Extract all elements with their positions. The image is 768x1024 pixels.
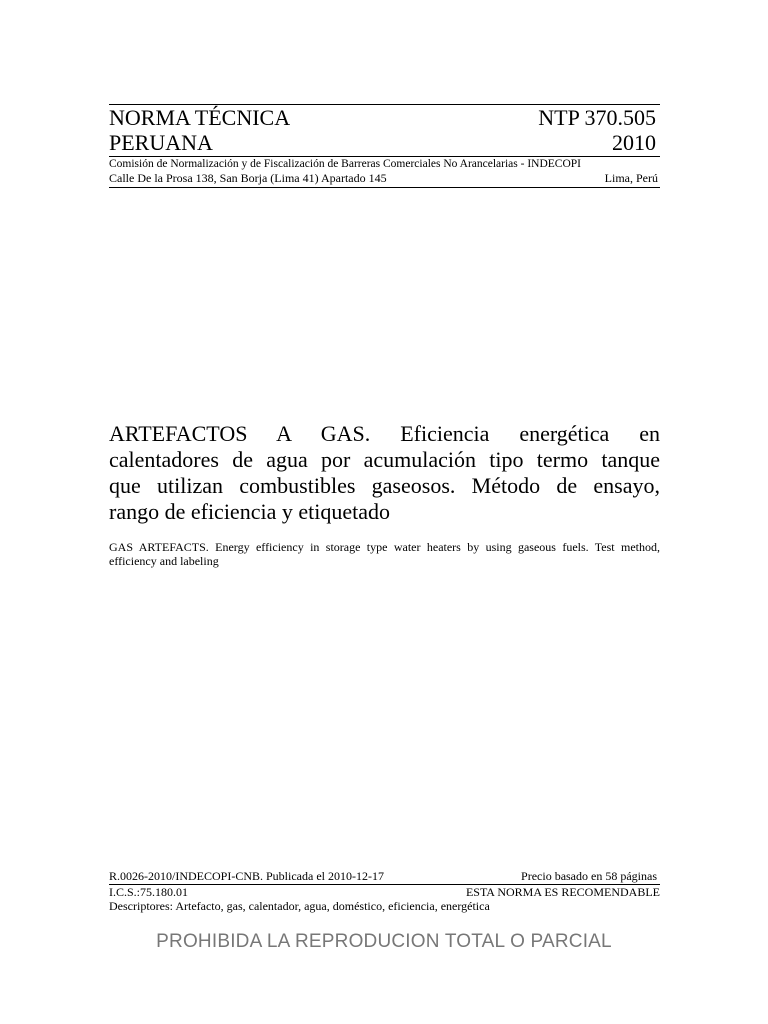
title-line: que utilizan combustibles gaseosos. Método de ensayo, <box>109 473 660 498</box>
title-line: ARTEFACTOS A GAS. Eficiencia energética en <box>109 421 660 446</box>
doc-type-line1: NORMA TÉCNICA <box>109 105 291 130</box>
footer-ics-row <box>109 885 660 899</box>
standard-code: NTP 370.505 <box>538 105 656 130</box>
ics-text: I.C.S.:75.180.01 <box>109 885 189 899</box>
english-title-line: efficiency and labeling <box>109 554 219 568</box>
city-line: Lima, Perú <box>604 171 658 185</box>
price-text: Precio basado en 58 páginas <box>521 869 657 883</box>
english-title <box>109 540 660 568</box>
reproduction-notice: PROHIBIDA LA REPRODUCION TOTAL O PARCIAL <box>156 931 612 952</box>
title-line: rango de eficiencia y etiquetado <box>109 499 390 524</box>
standard-year: 2010 <box>612 130 656 155</box>
footer-resolution-row <box>109 869 660 883</box>
title-line: calentadores de agua por acumulación tipo termo tanque <box>109 447 660 472</box>
recommendation-text: ESTA NORMA ES RECOMENDABLE <box>465 885 660 899</box>
header-bottom-rule <box>109 187 660 188</box>
document-title <box>109 421 660 525</box>
address-line: Calle De la Prosa 138, San Borja (Lima 41) Apartado 145 <box>109 171 387 185</box>
descriptors-text: Descriptores: Artefacto, gas, calentador, agua, doméstico, eficiencia, energética <box>109 899 490 913</box>
resolution-text: R.0026-2010/INDECOPI-CNB. Publicada el 2010-12-17 <box>109 869 384 883</box>
doc-type-line2: PERUANA <box>109 130 213 155</box>
english-title-line: GAS ARTEFACTS. Energy efficiency in storage type water heaters by using gaseous fuels. Test method, <box>109 540 660 554</box>
organization-line: Comisión de Normalización y de Fiscalización de Barreras Comerciales No Arancelarias - INDECOPI <box>109 158 581 170</box>
